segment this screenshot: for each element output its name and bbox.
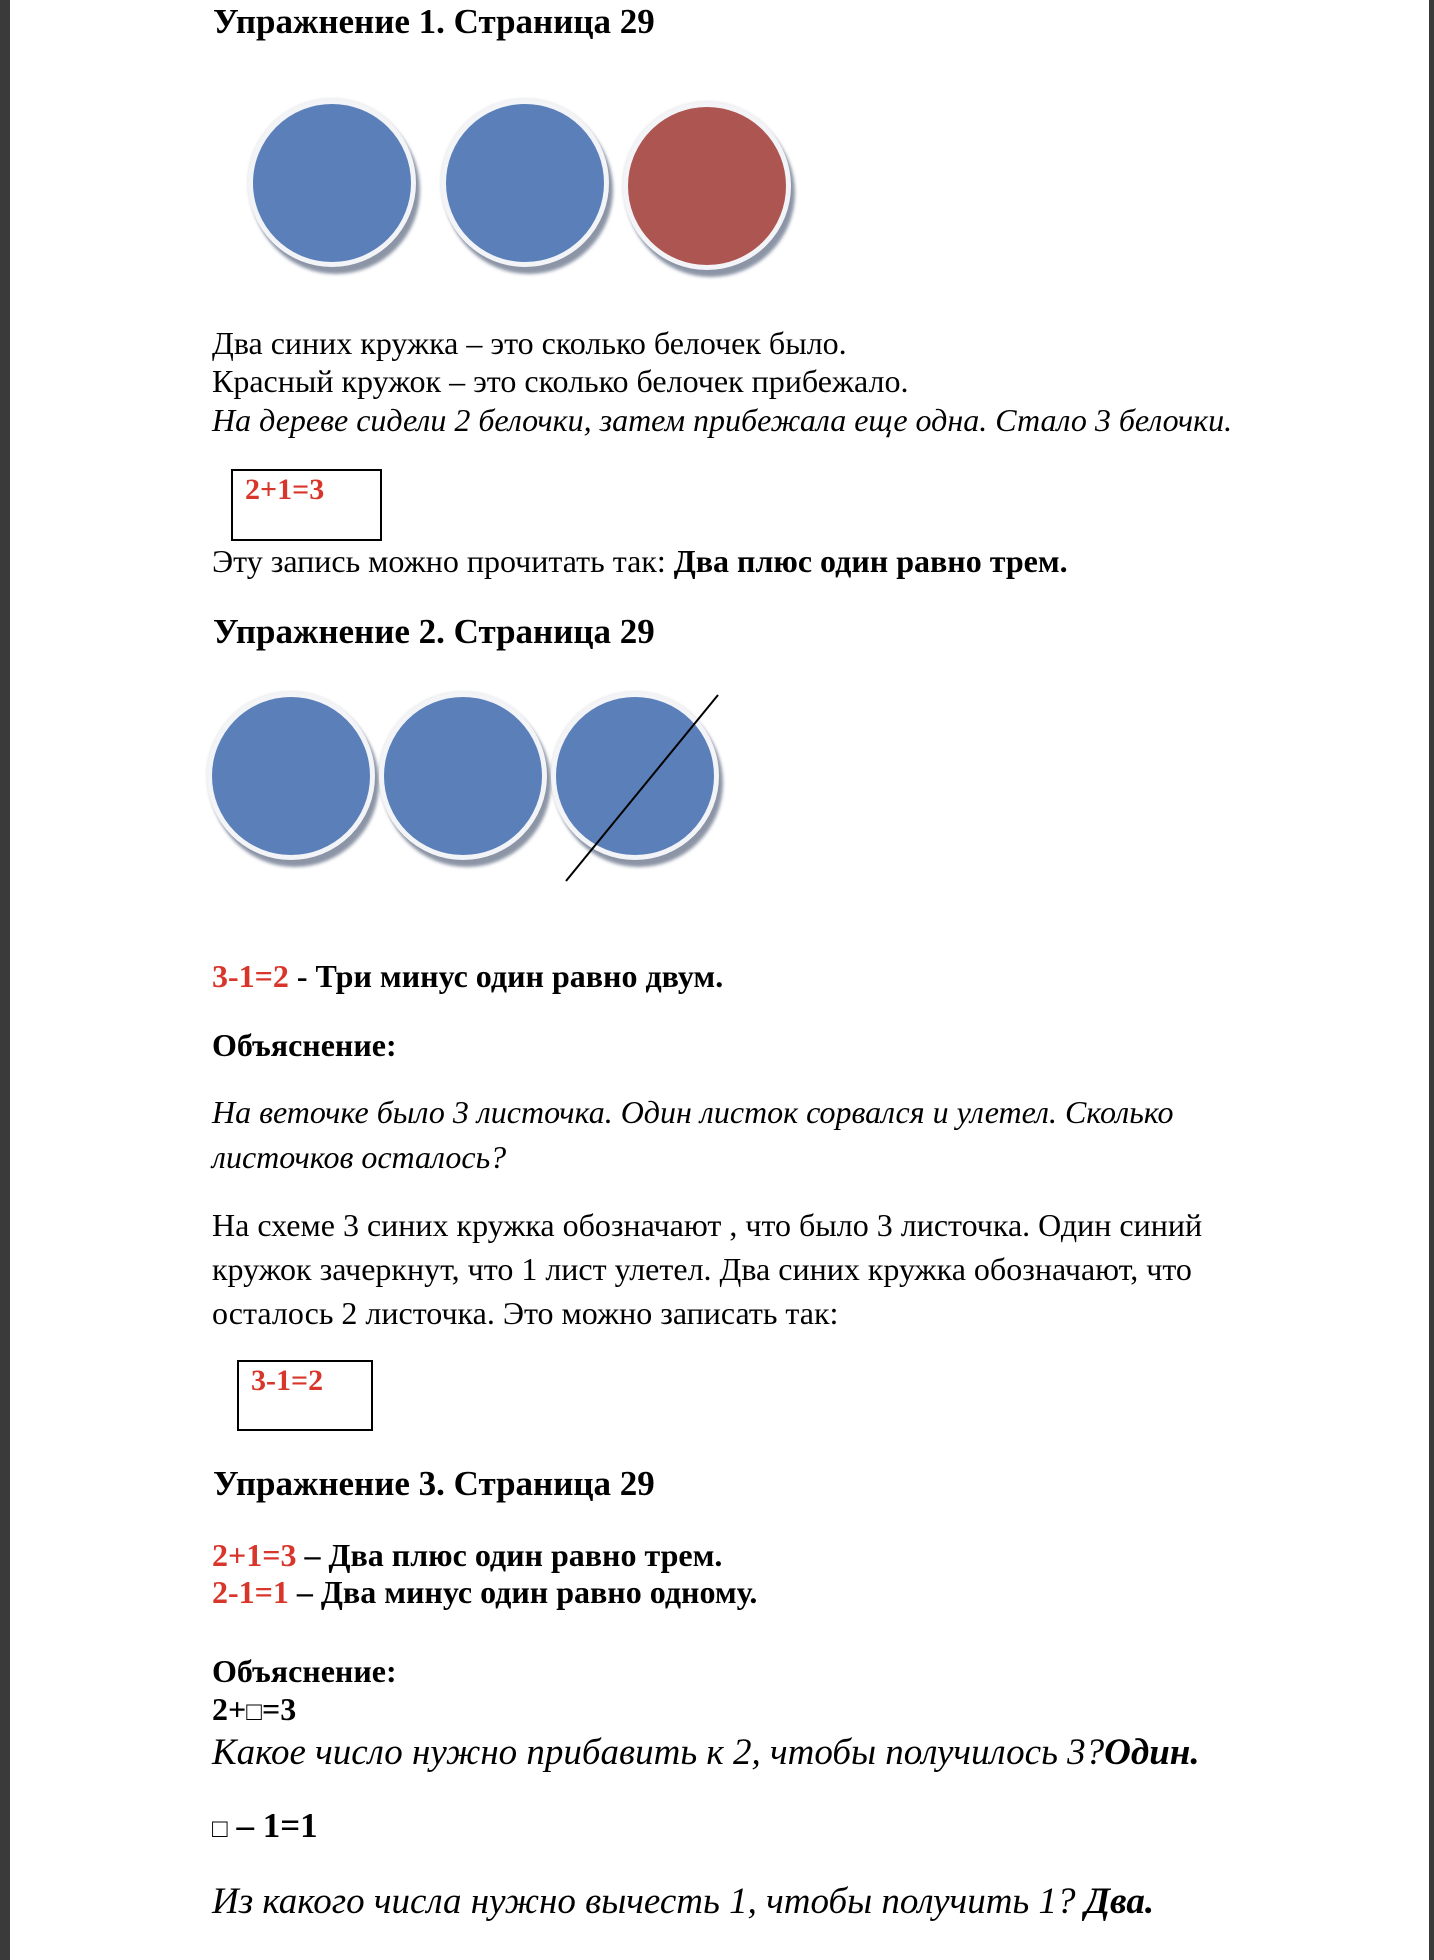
blue-circle [248, 99, 416, 267]
equation-box [237, 1360, 373, 1431]
viewer-left-edge [0, 0, 10, 1960]
explanation-label: Объяснение: [212, 1027, 397, 1063]
formula-2 [212, 1806, 318, 1846]
exercise-2-equation-line [212, 958, 723, 995]
exercise-2-title: Упражнение 2. Страница 29 [213, 612, 655, 651]
explanation-label: Объяснение: [212, 1653, 397, 1689]
red-circle [623, 102, 791, 270]
question-text: Какое число нужно прибавить к 2, чтобы получилось 3? [212, 1732, 1105, 1773]
equation-red: 3-1=2 [212, 958, 289, 994]
exercise-1-reading [212, 543, 1068, 580]
question-2 [212, 1880, 1154, 1923]
exercise-1-story: На дереве сидели 2 белочки, затем прибежала еще одна. Стало 3 белочки. [212, 402, 1233, 438]
question-text: Из какого числа нужно вычесть 1, чтобы получить 1? [212, 1881, 1085, 1922]
equation-red: 2+1=3 [212, 1537, 297, 1573]
document-page [10, 0, 1429, 1960]
empty-box-symbol: □ [212, 1814, 228, 1843]
answer-text: Один. [1104, 1732, 1200, 1773]
exercise-3-equation-2 [212, 1574, 757, 1611]
exercise-2-story-2: листочков осталось? [212, 1139, 507, 1175]
formula-part: 2+ [212, 1691, 247, 1727]
exercise-2-para-1: На схеме 3 синих кружка обозначают , что было 3 листочка. Один синий [212, 1207, 1203, 1243]
formula-1 [212, 1691, 296, 1728]
equation-red: 2-1=1 [212, 1574, 289, 1610]
formula-part: =3 [261, 1691, 297, 1727]
exercise-1-line-1: Два синих кружка – это сколько белочек было. [212, 325, 847, 361]
exercise-3-equation-1 [212, 1537, 722, 1574]
equation-words: – Два минус один равно одному. [288, 1574, 758, 1610]
equation-box-text: 3-1=2 [251, 1364, 324, 1397]
exercise-3-title: Упражнение 3. Страница 29 [213, 1464, 655, 1503]
exercise-2-para-2: кружок зачеркнут, что 1 лист улетел. Два синих кружка обозначают, что [212, 1251, 1192, 1287]
exercise-1-title: Упражнение 1. Страница 29 [213, 2, 655, 41]
blue-circle [207, 692, 375, 860]
answer-text: Два. [1084, 1881, 1155, 1922]
empty-box-symbol: □ [246, 1697, 262, 1726]
question-1 [212, 1731, 1200, 1774]
viewer-right-edge [1429, 0, 1434, 1960]
reading-answer: Два плюс один равно трем. [673, 543, 1068, 579]
equation-box [231, 469, 382, 541]
exercise-1-line-2: Красный кружок – это сколько белочек прибежало. [212, 363, 909, 399]
equation-words: - Три минус один равно двум. [288, 958, 724, 994]
blue-circle [379, 692, 547, 860]
formula-part: – 1=1 [227, 1806, 318, 1845]
equation-box-text: 2+1=3 [245, 473, 325, 506]
exercise-2-story-1: На веточке было 3 листочка. Один листок сорвался и улетел. Сколько [212, 1094, 1174, 1130]
equation-words: – Два плюс один равно трем. [296, 1537, 723, 1573]
blue-circle [441, 99, 609, 267]
strike-line [560, 690, 730, 890]
exercise-2-para-3: осталось 2 листочка. Это можно записать так: [212, 1295, 839, 1331]
reading-prefix: Эту запись можно прочитать так: [212, 543, 674, 579]
